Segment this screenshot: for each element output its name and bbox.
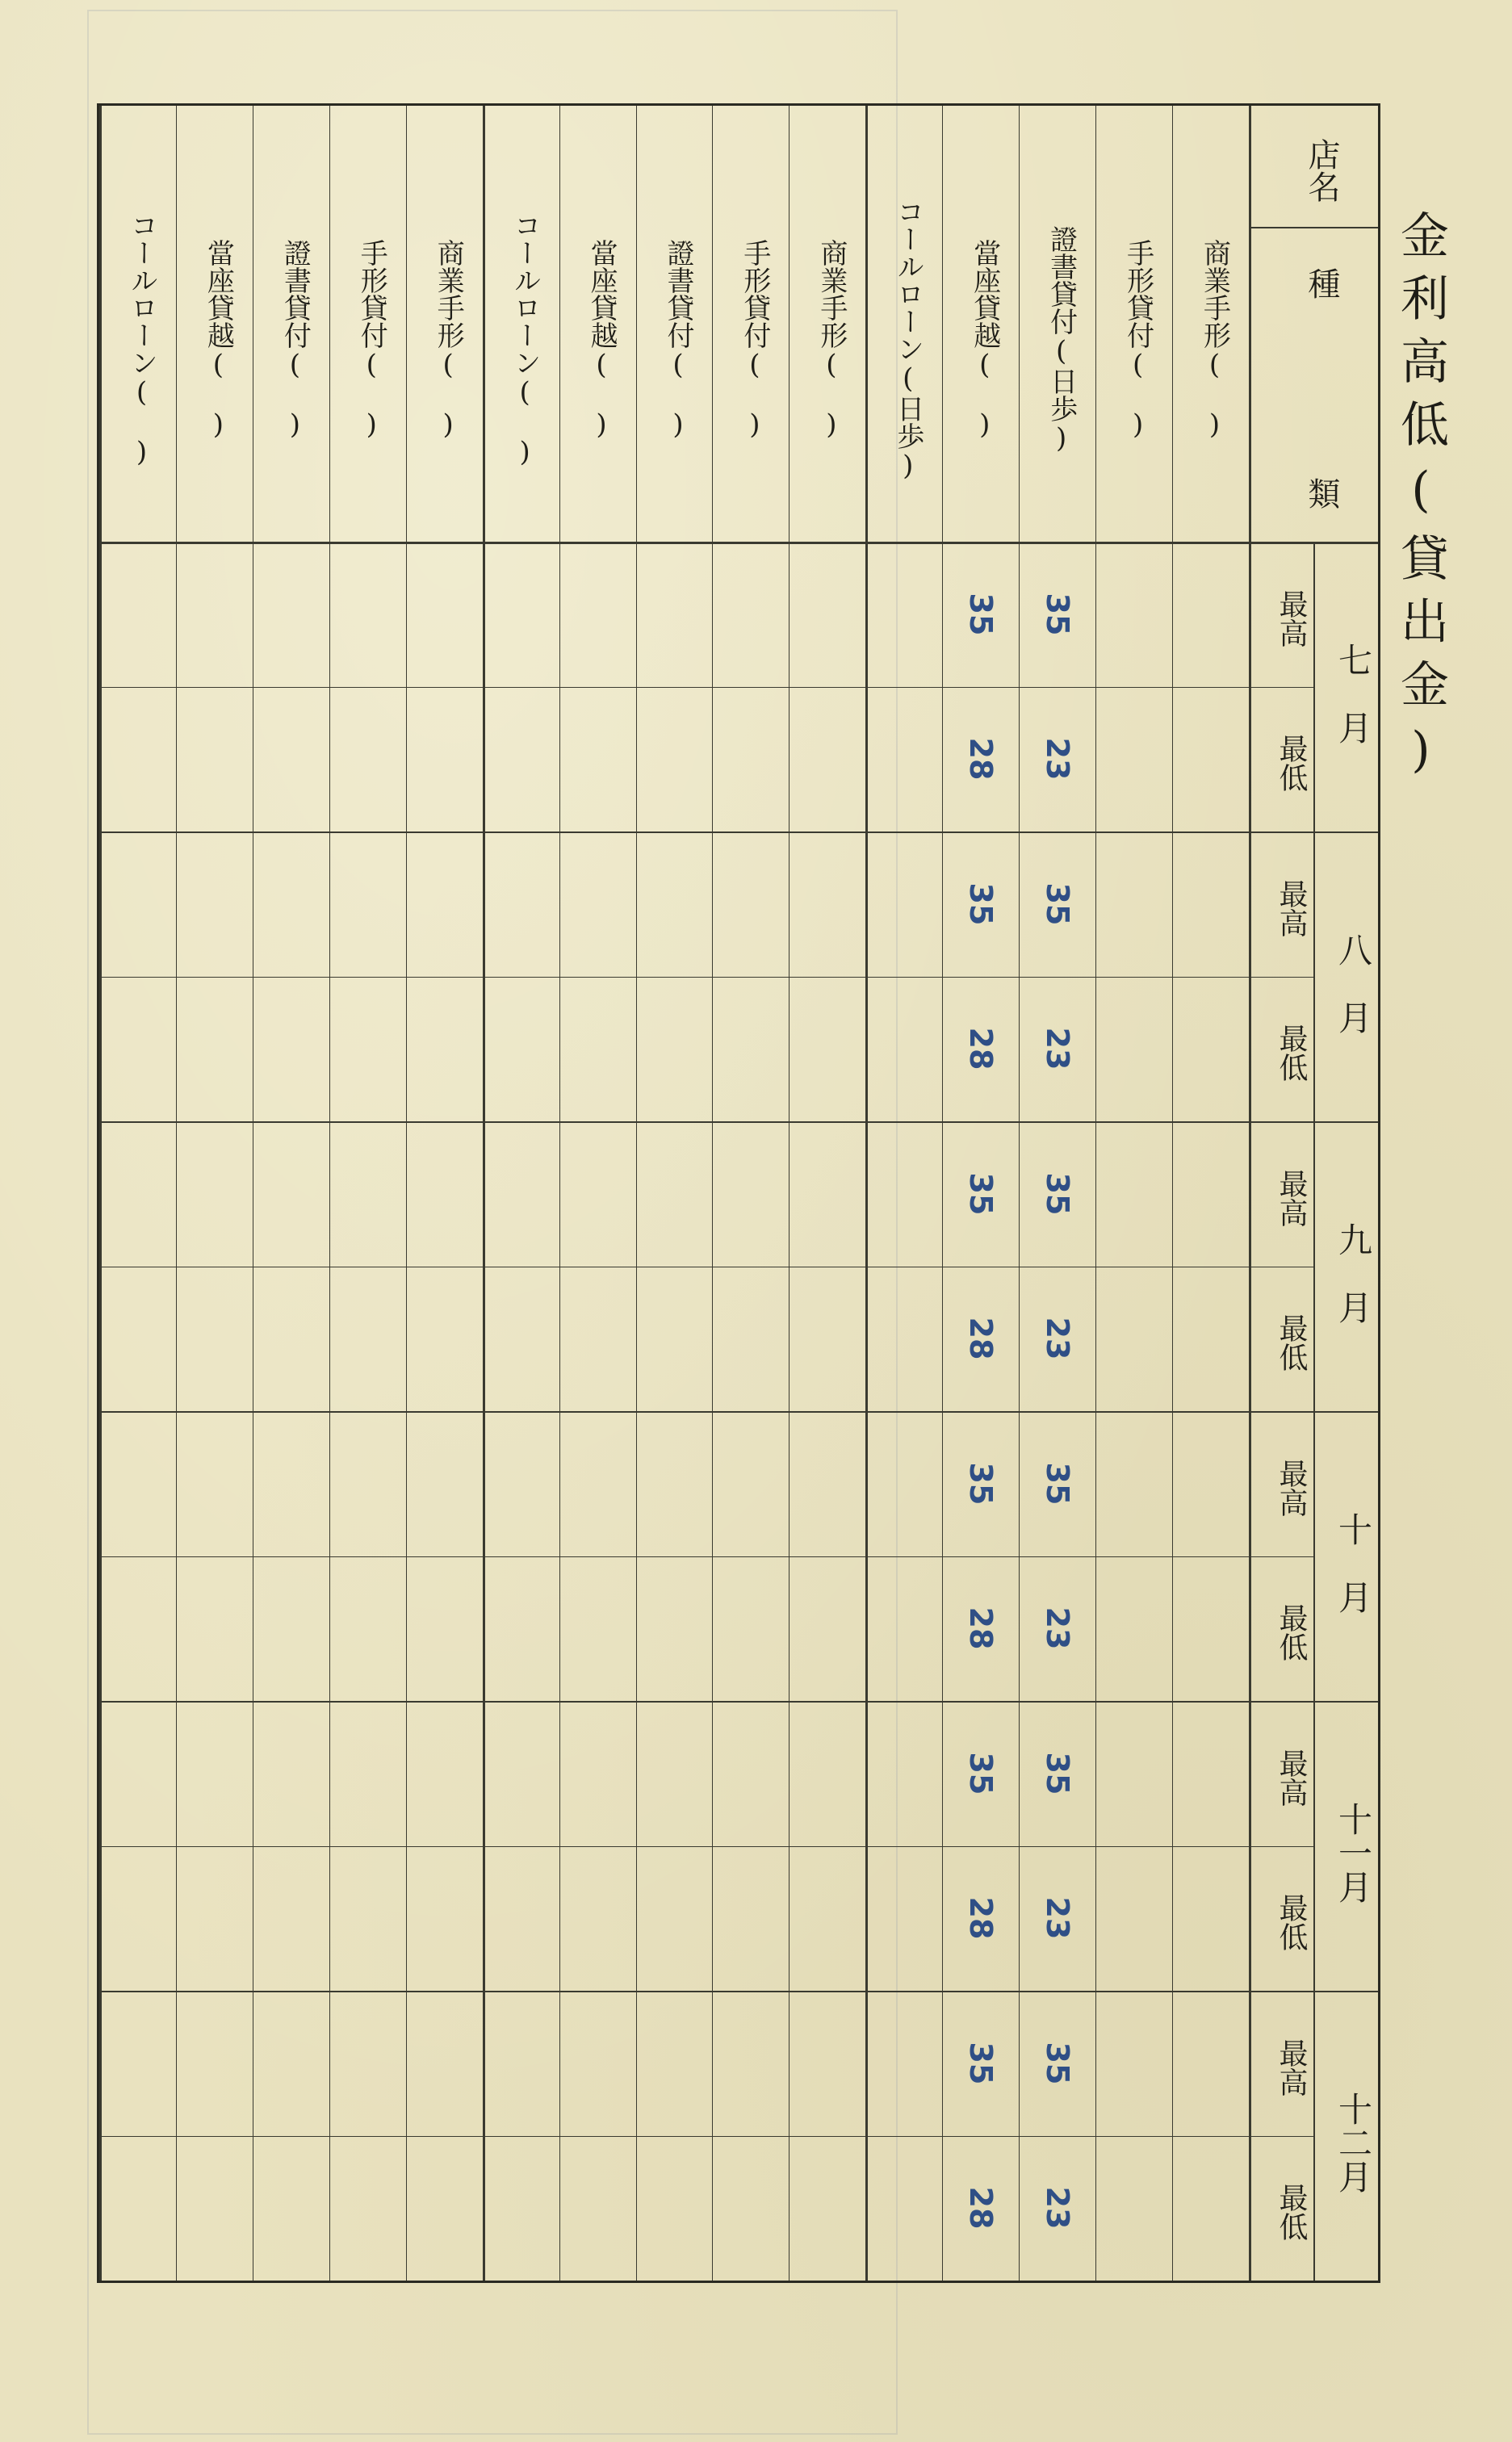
rate-value: 23 bbox=[1039, 1606, 1075, 1650]
rate-value: 35 bbox=[1039, 1752, 1075, 1795]
month-divider bbox=[99, 1121, 1378, 1123]
max-label: 最高 bbox=[1275, 2038, 1308, 2096]
rate-value: 35 bbox=[962, 1172, 999, 1216]
rate-value: 23 bbox=[1039, 737, 1075, 781]
rate-value: 35 bbox=[962, 593, 999, 636]
row-kind-label: 商業手形( ) bbox=[432, 239, 465, 441]
min-label: 最低 bbox=[1275, 1313, 1308, 1372]
row-kind-label: 商業手形( ) bbox=[1198, 239, 1231, 441]
table-grid bbox=[99, 106, 1378, 2281]
min-label: 最低 bbox=[1275, 1603, 1308, 1662]
rate-value: 35 bbox=[1039, 882, 1075, 926]
min-label: 最低 bbox=[1275, 2183, 1308, 2242]
sub-divider bbox=[99, 977, 1313, 978]
row-kind-label: 當座貸越( ) bbox=[202, 239, 235, 441]
row-kind-label: コールローン(日歩) bbox=[891, 198, 924, 482]
rate-value: 23 bbox=[1039, 2186, 1075, 2230]
row-divider bbox=[789, 106, 790, 2281]
month-label: 十 月 bbox=[1334, 1512, 1373, 1615]
min-label: 最低 bbox=[1275, 1893, 1308, 1952]
rate-value: 28 bbox=[962, 2186, 999, 2230]
rate-value: 35 bbox=[1039, 1462, 1075, 1506]
min-label: 最低 bbox=[1275, 734, 1308, 793]
month-divider bbox=[99, 1991, 1378, 1992]
row-kind-label: 當座貸越( ) bbox=[585, 239, 618, 441]
page-title: 金利高低(貸出金) bbox=[1393, 210, 1449, 793]
rate-value: 35 bbox=[962, 2042, 999, 2085]
row-kind-label: 手形貸付( ) bbox=[355, 239, 388, 441]
month-label: 八 月 bbox=[1334, 932, 1373, 1035]
row-divider bbox=[406, 106, 407, 2281]
row-divider bbox=[559, 106, 560, 2281]
rate-value: 35 bbox=[962, 882, 999, 926]
rate-value: 28 bbox=[962, 1027, 999, 1070]
header-divider bbox=[1249, 106, 1251, 2281]
rate-value: 35 bbox=[1039, 1172, 1075, 1216]
row-kind-label: 證書貸付( ) bbox=[279, 239, 312, 441]
rate-value: 23 bbox=[1039, 1027, 1075, 1070]
sub-divider bbox=[99, 1556, 1313, 1557]
row-kind-label: 手形貸付( ) bbox=[1121, 239, 1154, 441]
sub-divider bbox=[99, 1846, 1313, 1847]
rate-value: 28 bbox=[962, 1317, 999, 1360]
row-divider bbox=[329, 106, 330, 2281]
month-label: 九 月 bbox=[1334, 1222, 1373, 1325]
max-label: 最高 bbox=[1275, 1458, 1308, 1517]
row-divider bbox=[1095, 106, 1096, 2281]
store-header: 店名 bbox=[1303, 138, 1340, 203]
rate-value: 35 bbox=[1039, 2042, 1075, 2085]
row-divider bbox=[1172, 106, 1173, 2281]
kind-header: 種 bbox=[1303, 267, 1340, 299]
month-label: 十二月 bbox=[1334, 2092, 1373, 2194]
max-label: 最高 bbox=[1275, 1168, 1308, 1227]
rate-value: 23 bbox=[1039, 1317, 1075, 1360]
kind-header-divider bbox=[99, 542, 1378, 544]
month-label: 十一月 bbox=[1334, 1802, 1373, 1904]
min-label: 最低 bbox=[1275, 1024, 1308, 1083]
row-kind-label: 當座貸越( ) bbox=[968, 239, 1001, 441]
row-kind-label: コールローン( ) bbox=[509, 212, 542, 468]
month-divider bbox=[99, 1411, 1378, 1413]
rate-table bbox=[97, 103, 1380, 2283]
month-divider bbox=[99, 1701, 1378, 1703]
month-label: 七 月 bbox=[1334, 643, 1373, 745]
row-divider bbox=[712, 106, 713, 2281]
row-kind-label: 證書貸付(日歩) bbox=[1045, 225, 1078, 454]
group-divider bbox=[483, 106, 485, 2281]
rate-value: 35 bbox=[962, 1462, 999, 1506]
row-divider bbox=[636, 106, 637, 2281]
rate-value: 35 bbox=[962, 1752, 999, 1795]
row-kind-label: 證書貸付( ) bbox=[662, 239, 694, 441]
row-divider bbox=[1019, 106, 1020, 2281]
row-kind-label: 商業手形( ) bbox=[815, 239, 848, 441]
row-divider bbox=[942, 106, 943, 2281]
max-label: 最高 bbox=[1275, 1748, 1308, 1807]
kind-header-2: 類 bbox=[1303, 477, 1340, 509]
rate-value: 35 bbox=[1039, 593, 1075, 636]
rate-value: 28 bbox=[962, 1606, 999, 1650]
row-kind-label: コールローン( ) bbox=[125, 212, 158, 468]
month-divider bbox=[99, 831, 1378, 833]
max-label: 最高 bbox=[1275, 589, 1308, 647]
sub-divider bbox=[99, 2136, 1313, 2137]
sub-divider bbox=[99, 687, 1313, 688]
store-kind-divider bbox=[1249, 227, 1378, 228]
rate-value: 23 bbox=[1039, 1896, 1075, 1940]
rate-value: 28 bbox=[962, 1896, 999, 1940]
group-divider bbox=[865, 106, 868, 2281]
rate-value: 28 bbox=[962, 737, 999, 781]
max-label: 最高 bbox=[1275, 878, 1308, 937]
row-divider bbox=[176, 106, 177, 2281]
group-divider bbox=[99, 106, 102, 2281]
row-kind-label: 手形貸付( ) bbox=[738, 239, 771, 441]
